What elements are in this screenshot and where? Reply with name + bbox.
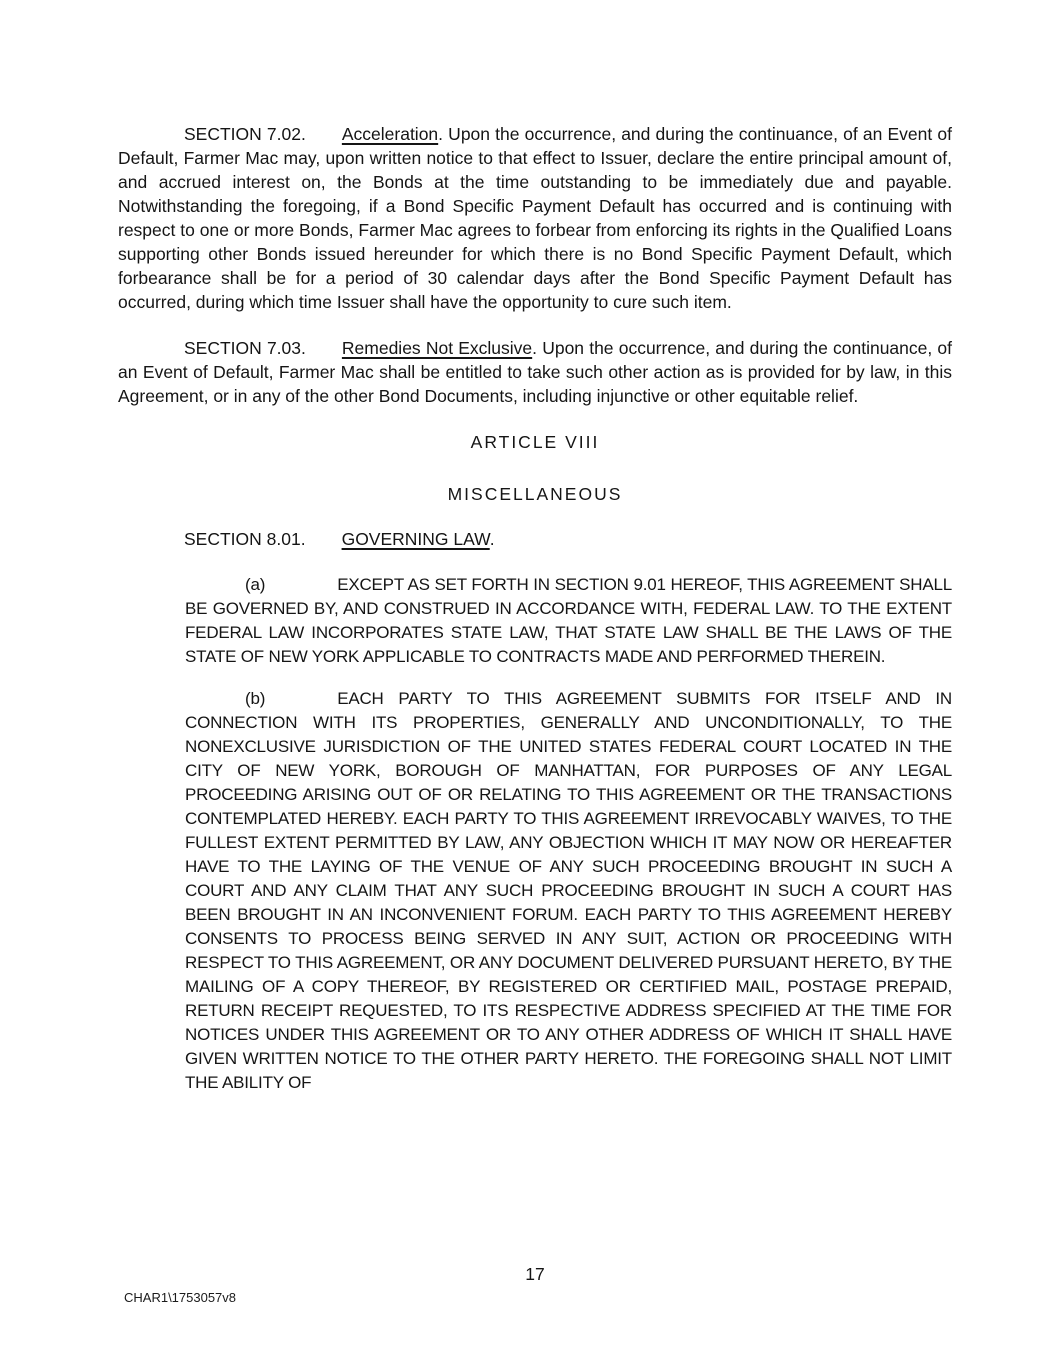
section-7-02-title: Acceleration	[341, 124, 439, 144]
section-8-01-label: SECTION 8.01.	[184, 529, 306, 549]
section-8-01-period: .	[489, 529, 495, 549]
subsection-a-label: (a)	[245, 575, 266, 594]
subsection-b-paragraph	[185, 687, 952, 1095]
subsection-a-body: EXCEPT AS SET FORTH IN SECTION 9.01 HEREOF, THIS AGREEMENT SHALL BE GOVERNED BY, AND CONSTRUED IN ACCORDANCE WITH, FEDERAL LAW. TO THE EXTENT FEDERAL LAW INCORPORATES STATE LAW, THAT STATE LAW SHALL BE THE LAWS OF THE STATE OF NEW YORK APPLICABLE TO CONTRACTS MADE AND PERFORMED THEREIN.	[185, 575, 952, 666]
section-7-02-paragraph	[118, 122, 952, 314]
section-8-01-heading	[118, 527, 952, 551]
article-viii-heading: ARTICLE VIII	[470, 432, 600, 452]
section-7-02-label: SECTION 7.02.	[184, 124, 306, 144]
section-7-03-body: . Upon the occurrence, and during the continuance, of an Event of Default, Farmer Mac shall be entitled to take such other action as is provided for by law, in this Agreement, or in any of the other Bond Documents, including injunctive or other equitable relief.	[118, 338, 952, 406]
section-7-03-paragraph	[118, 336, 952, 408]
section-7-03-label: SECTION 7.03.	[184, 338, 306, 358]
subsection-b-label: (b)	[245, 689, 266, 708]
section-7-02-body: . Upon the occurrence, and during the continuance, of an Event of Default, Farmer Mac may, upon written notice to that effect to Issuer, declare the entire principal amount of, and accrued interest on, the Bonds at the time outstanding to be immediately due and payable. Notwithstanding the foregoing, if a Bond Specific Payment Default has occurred and is continuing with respect to one or more Bonds, Farmer Mac agrees to forbear from enforcing its rights in the Qualified Loans supporting other Bonds issued hereunder for which there is no Bond Specific Payment Default, which forbearance shall be for a period of 30 calendar days after the Bond Specific Payment Default has occurred, during which time Issuer shall have the opportunity to cure such item.	[118, 124, 952, 312]
subsection-b-body: EACH PARTY TO THIS AGREEMENT SUBMITS FOR ITSELF AND IN CONNECTION WITH ITS PROPERTIES, GENERALLY AND UNCONDITIONALLY, TO THE NONEXCLUSIVE JURISDICTION OF THE UNITED STATES FEDERAL COURT LOCATED IN THE CITY OF NEW YORK, BOROUGH OF MANHATTAN, FOR PURPOSES OF ANY LEGAL PROCEEDING ARISING OUT OF OR RELATING TO THIS AGREEMENT OR THE TRANSACTIONS CONTEMPLATED HEREBY. EACH PARTY TO THIS AGREEMENT IRREVOCABLY WAIVES, TO THE FULLEST EXTENT PERMITTED BY LAW, ANY OBJECTION WHICH IT MAY NOW OR HEREAFTER HAVE TO THE LAYING OF THE VENUE OF ANY SUCH PROCEEDING BROUGHT IN SUCH A COURT AND ANY CLAIM THAT ANY SUCH PROCEEDING BROUGHT IN SUCH A COURT HAS BEEN BROUGHT IN AN INCONVENIENT FORUM. EACH PARTY TO THIS AGREEMENT HEREBY CONSENTS TO PROCESS BEING SERVED IN ANY SUIT, ACTION OR PROCEEDING WITH RESPECT TO THIS AGREEMENT, OR ANY DOCUMENT DELIVERED PURSUANT HERETO, BY THE MAILING OF A COPY THEREOF, BY REGISTERED OR CERTIFIED MAIL, POSTAGE PREPAID, RETURN RECEIPT REQUESTED, TO ITS RESPECTIVE ADDRESS SPECIFIED AT THE TIME FOR NOTICES UNDER THIS AGREEMENT OR TO ANY OTHER ADDRESS OF WHICH IT SHALL HAVE GIVEN WRITTEN NOTICE TO THE OTHER PARTY HERETO. THE FOREGOING SHALL NOT LIMIT THE ABILITY OF	[185, 689, 952, 1092]
document-reference: CHAR1\1753057v8	[124, 1290, 237, 1305]
section-8-01-title: GOVERNING LAW	[341, 529, 490, 549]
document-content	[118, 122, 952, 1113]
subsection-a-paragraph	[185, 573, 952, 669]
miscellaneous-heading: MISCELLANEOUS	[447, 484, 623, 504]
page-number: 17	[525, 1264, 545, 1284]
section-7-03-title: Remedies Not Exclusive	[341, 338, 533, 358]
